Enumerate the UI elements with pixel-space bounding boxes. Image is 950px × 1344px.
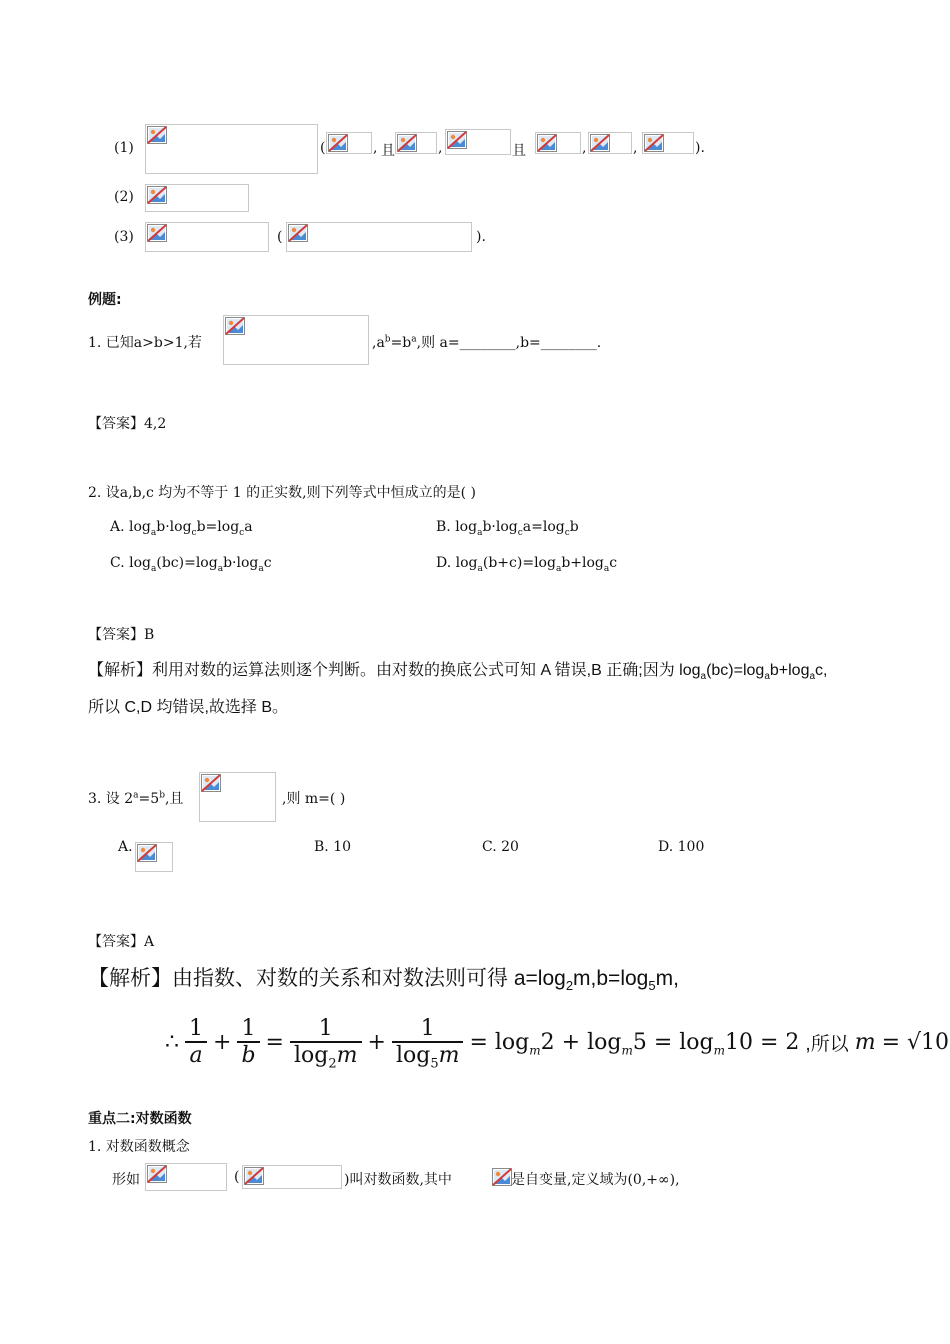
answer-3: 【答案】A — [88, 934, 155, 950]
kp1-prefix: 形如 — [112, 1172, 140, 1188]
fraction-1-over-log5m: $\frac{1}{\log_5m}$ — [392, 1016, 464, 1068]
formula-image — [535, 132, 581, 154]
formula-image — [395, 132, 437, 154]
broken-image-icon — [147, 186, 167, 204]
paren-close: ). — [695, 140, 705, 156]
q3-option-d: D. 100 — [658, 839, 705, 855]
and-text: 且 — [512, 143, 526, 159]
broken-image-icon — [288, 224, 308, 242]
and-text: 且 — [381, 143, 395, 159]
paren-open: ( — [234, 1169, 240, 1185]
q2-option-c: C. $\log_a(bc)=\log_ab\cdot\log_ac$ — [110, 555, 272, 574]
broken-image-icon — [397, 134, 417, 152]
paren-open: ( — [320, 140, 326, 156]
broken-image-icon — [447, 131, 467, 149]
formula-rhs: = $\log_m2 + \log_m5 = \log_m10 = 2$ — [469, 1029, 800, 1057]
item-2-label: (2) — [114, 189, 134, 205]
kp1-title: 1. 对数函数概念 — [88, 1139, 190, 1155]
broken-image-icon — [537, 134, 557, 152]
paren-close: ). — [476, 229, 486, 245]
kp1-mid: )叫对数函数,其中 — [344, 1172, 452, 1188]
item-3-label: (3) — [114, 229, 134, 245]
formula-image — [145, 124, 318, 174]
broken-image-icon — [644, 134, 664, 152]
formula-image — [242, 1165, 342, 1189]
formula-image — [145, 1163, 227, 1191]
formula-image — [588, 132, 632, 154]
broken-image-icon — [244, 1167, 264, 1185]
formula-image — [286, 222, 472, 252]
explanation-3-line-1: 【解析】由指数、对数的关系和对数法则可得 $a=\log_2m,b=\log_5m$, — [88, 967, 679, 994]
q3-option-b: B. 10 — [314, 839, 352, 855]
formula-image — [223, 315, 369, 365]
q3-option-a: A. — [118, 839, 133, 855]
broken-image-icon — [147, 1165, 167, 1183]
example-heading: 例题: — [88, 292, 122, 308]
explanation-2-line-1: 【解析】利用对数的运算法则逐个判断。由对数的换底公式可知 A 错误,B 正确;因为 $\log_a(bc)=\log_ab+\log_ac$, — [88, 662, 828, 683]
broken-image-icon — [225, 317, 245, 335]
fraction-1-over-log2m: $\frac{1}{\log_2m}$ — [290, 1016, 362, 1068]
formula-image — [145, 184, 249, 212]
paren-open: ( — [277, 229, 283, 245]
broken-image-icon — [147, 224, 167, 242]
q1-prefix: 1. 已知a>b>1,若 — [88, 335, 202, 351]
formula-image — [135, 842, 173, 872]
explanation-2-line-2: 所以 C,D 均错误,故选择 B。 — [88, 699, 289, 716]
fraction-1-over-a: $\frac{1}{a}$ — [185, 1016, 207, 1068]
broken-image-icon — [492, 1168, 512, 1186]
formula-image — [445, 129, 511, 155]
formula-image — [642, 132, 694, 154]
broken-image-icon — [328, 134, 348, 152]
q3-option-c: C. 20 — [482, 839, 519, 855]
q2-option-b: B. $\log_ab\cdot\log_ca=\log_cb$ — [436, 519, 579, 538]
q3-prefix: 3. 设 $2^a=5^b$,且 — [88, 790, 184, 807]
solution-formula: ∴ $\frac{1}{a}$ + $\frac{1}{b}$ = $\frac{1}{\log_2m}$ + $\frac{1}{\log_5m}$ = $\log_m2 + \log_m5 = \log_m10 = 2$ ,所以 m = √10 — [165, 1016, 950, 1072]
q2-text: 2. 设a,b,c 均为不等于 1 的正实数,则下列等式中恒成立的是( ) — [88, 485, 476, 501]
broken-image-icon — [147, 126, 167, 144]
answer-1: 【答案】4,2 — [88, 416, 167, 432]
formula-image — [492, 1167, 511, 1187]
broken-image-icon — [201, 774, 221, 792]
comma: , — [438, 140, 443, 156]
broken-image-icon — [137, 844, 157, 862]
item-1-label: (1) — [114, 140, 134, 156]
q2-option-a: A. $\log_ab\cdot\log_cb=\log_ca$ — [110, 519, 253, 538]
q2-option-d: D. $\log_a(b+c)=\log_ab+\log_ac$ — [436, 555, 618, 574]
comma: , — [582, 140, 587, 156]
formula-image — [145, 222, 269, 252]
comma: , — [373, 140, 378, 156]
broken-image-icon — [590, 134, 610, 152]
kp1-tail: 是自变量,定义域为(0,+∞), — [511, 1172, 680, 1188]
formula-image — [326, 132, 372, 154]
comma: , — [633, 140, 638, 156]
therefore-symbol: ∴ — [165, 1029, 179, 1055]
answer-2: 【答案】B — [88, 627, 155, 643]
q3-tail: ,则 m=( ) — [282, 791, 346, 807]
fraction-1-over-b: $\frac{1}{b}$ — [237, 1016, 259, 1068]
formula-image — [199, 772, 276, 822]
q1-rest: $,a^b=b^a$,则 a=________,b=________. — [372, 334, 602, 351]
section-heading-key-2: 重点二:对数函数 — [88, 1111, 192, 1127]
